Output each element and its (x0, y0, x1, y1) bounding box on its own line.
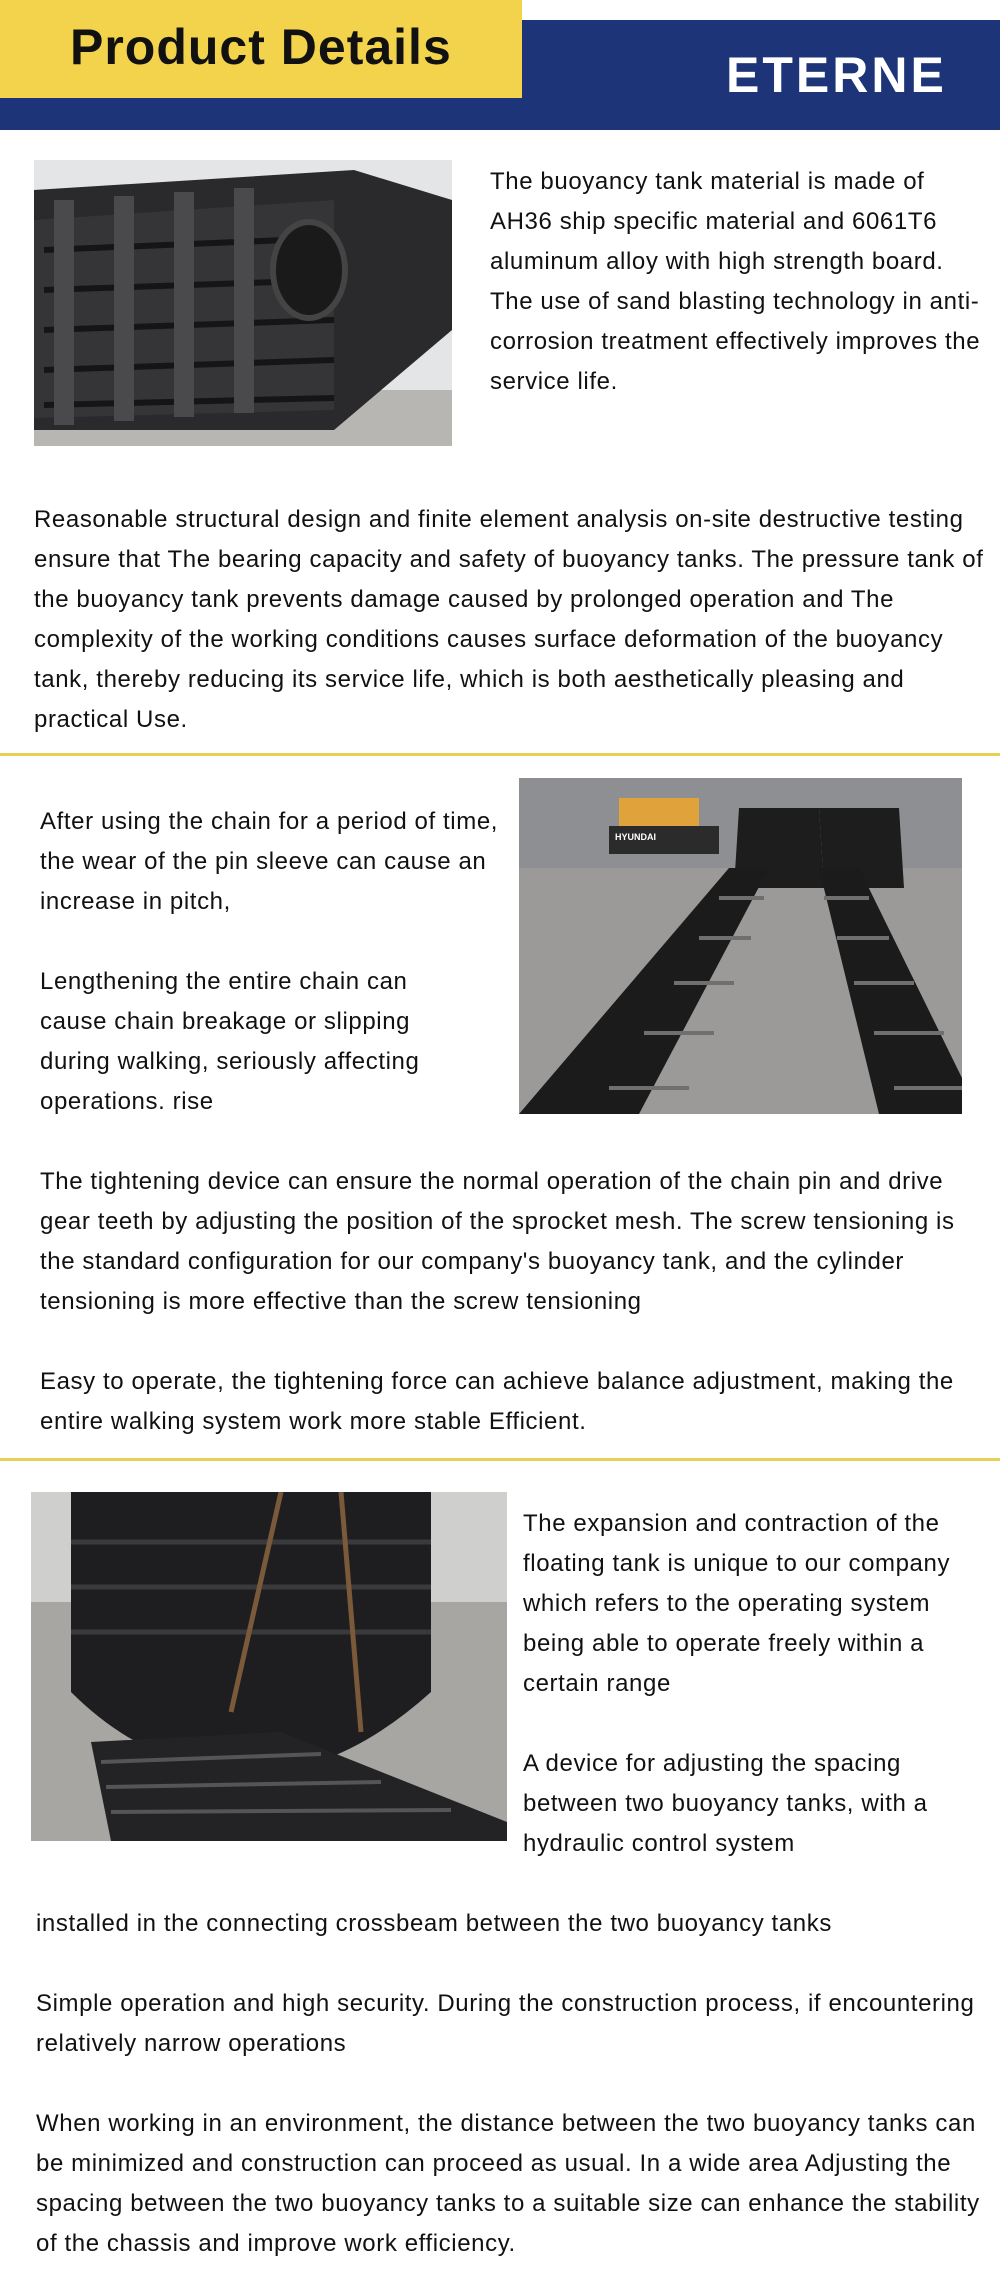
buoyancy-tank-illustration (34, 160, 452, 446)
page-title: Product Details (70, 19, 452, 75)
section1-body-text: Reasonable structural design and finite element analysis on-site destructive testing ensure that The bearing capacity and safety of buoyancy tanks. The pressure tank of the buoyancy tank prevents damage caused by prolonged operation and The complexity of the working conditions causes surface deformation of the buoyancy tank, thereby reducing its service life, which is both aesthetically pleasing and practical Use. (34, 506, 984, 733)
section2-body-text-1: The tightening device can ensure the normal operation of the chain pin and drive gear teeth by adjusting the position of the sprocket mesh. The screw tensioning is the standard configuration for our company's buoyancy tank, and the cylinder tensioning is more effective than the screw tensioning (40, 1168, 955, 1315)
section3-body-text-1: installed in the connecting crossbeam between the two buoyancy tanks (36, 1910, 832, 1937)
brand-name: ETERNE (726, 47, 947, 103)
section-divider (0, 753, 1000, 756)
section2-side-text-2: Lengthening the entire chain can cause chain breakage or slipping during walking, seriously affecting operations. rise (40, 968, 420, 1115)
hyundai-label: HYUNDAI (615, 832, 657, 842)
buoyancy-tank-photo (34, 160, 452, 446)
section3-body-text-2: Simple operation and high security. During the construction process, if encountering relatively narrow operations (36, 1990, 975, 2057)
section3-body-text-3: When working in an environment, the distance between the two buoyancy tanks can be minimized and construction can proceed as usual. In a wide area Adjusting the spacing between the two buoyancy tanks to a suitable size can enhance the stability of the chassis and improve work efficiency. (36, 2110, 980, 2257)
chain-track-illustration (519, 778, 962, 1114)
section3-side-text-1: The expansion and contraction of the floating tank is unique to our company which refers to the operating system being able to operate freely within a certain range (523, 1510, 951, 1697)
section1-side-text: The buoyancy tank material is made of AH36 ship specific material and 6061T6 aluminum alloy with high strength board. The use of sand blasting technology in anti-corrosion treatment effectively improves the service life. (490, 168, 981, 395)
section2-body-text-2: Easy to operate, the tightening force can achieve balance adjustment, making the entire walking system work more stable Efficient. (40, 1368, 954, 1435)
section3-side-text-2: A device for adjusting the spacing between two buoyancy tanks, with a hydraulic control system (523, 1750, 928, 1857)
chain-track-photo (519, 778, 962, 1114)
floating-tank-photo (31, 1492, 507, 1841)
section2-side-text-1: After using the chain for a period of time, the wear of the pin sleeve can cause an increase in pitch, (40, 808, 499, 915)
floating-tank-illustration (31, 1492, 507, 1841)
section-divider (0, 1458, 1000, 1461)
